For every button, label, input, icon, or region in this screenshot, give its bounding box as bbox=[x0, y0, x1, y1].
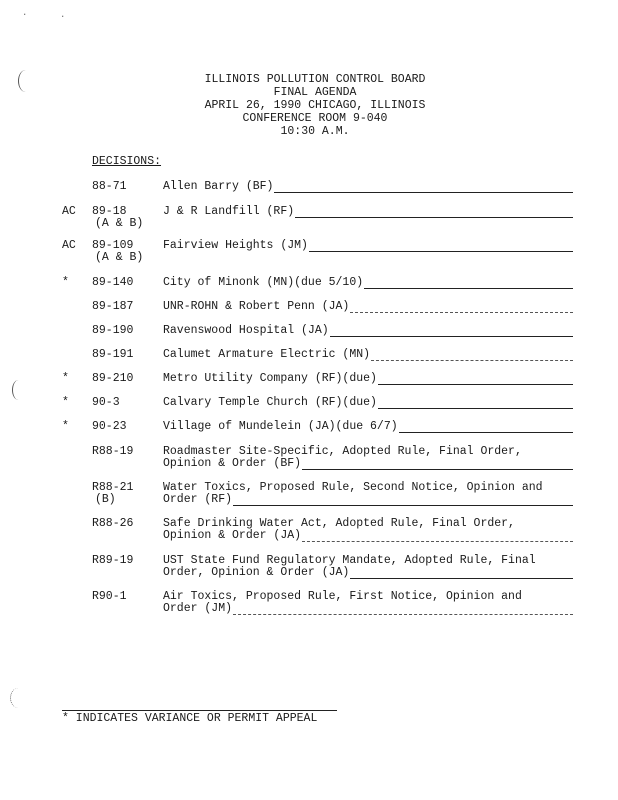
item-text: Metro Utility Company (RF)(due) bbox=[163, 372, 377, 385]
header-time: 10:30 A.M. bbox=[280, 125, 350, 138]
item-number: 89-18 bbox=[92, 205, 127, 218]
item-subnumber: (B) bbox=[95, 493, 116, 506]
item-number: 89-109 bbox=[92, 239, 134, 252]
item-subnumber: (A & B) bbox=[95, 217, 144, 230]
item-number: 90-23 bbox=[92, 420, 127, 433]
header-room: CONFERENCE ROOM 9-040 bbox=[242, 112, 388, 125]
item-number: 90-3 bbox=[92, 396, 120, 409]
item-text-line2: Opinion & Order (BF) bbox=[163, 457, 302, 470]
item-number: R88-26 bbox=[92, 517, 134, 530]
signature-line bbox=[378, 375, 573, 385]
item-text: UST State Fund Regulatory Mandate, Adopted Rule, Final bbox=[163, 554, 536, 567]
item-text: J & R Landfill (RF) bbox=[163, 205, 295, 218]
signature-line bbox=[309, 242, 573, 252]
item-text: Calvary Temple Church (RF)(due) bbox=[163, 396, 377, 409]
signature-line bbox=[350, 569, 573, 579]
item-number: 89-140 bbox=[92, 276, 134, 289]
item-number: 89-191 bbox=[92, 348, 134, 361]
footer-note: * INDICATES VARIANCE OR PERMIT APPEAL bbox=[62, 712, 318, 725]
item-text: Fairview Heights (JM) bbox=[163, 239, 308, 252]
agenda-header bbox=[150, 73, 480, 138]
item-text: Village of Mundelein (JA)(due 6/7) bbox=[163, 420, 398, 433]
item-text: Air Toxics, Proposed Rule, First Notice, Opinion and bbox=[163, 590, 522, 603]
item-mark: * bbox=[62, 396, 69, 409]
item-subnumber: (A & B) bbox=[95, 251, 144, 264]
signature-line bbox=[233, 496, 573, 506]
item-text: Allen Barry (BF) bbox=[163, 180, 274, 193]
item-number: R88-21 bbox=[92, 481, 134, 494]
item-text-line2: Opinion & Order (JA) bbox=[163, 529, 302, 542]
item-text: UNR-ROHN & Robert Penn (JA) bbox=[163, 300, 350, 313]
signature-line bbox=[295, 208, 573, 218]
footer-rule bbox=[62, 710, 337, 711]
signature-line bbox=[330, 327, 573, 337]
signature-line bbox=[378, 399, 573, 409]
item-text: Water Toxics, Proposed Rule, Second Notice, Opinion and bbox=[163, 481, 543, 494]
item-number: 88-71 bbox=[92, 180, 127, 193]
signature-line bbox=[350, 303, 573, 313]
signature-line bbox=[399, 423, 573, 433]
signature-line bbox=[364, 279, 573, 289]
item-number: R88-19 bbox=[92, 445, 134, 458]
item-mark: * bbox=[62, 420, 69, 433]
header-board-name: ILLINOIS POLLUTION CONTROL BOARD bbox=[204, 73, 426, 86]
item-text: Roadmaster Site-Specific, Adopted Rule, Final Order, bbox=[163, 445, 522, 458]
signature-line bbox=[302, 460, 573, 470]
header-agenda-title: FINAL AGENDA bbox=[273, 86, 357, 99]
item-text: City of Minonk (MN)(due 5/10) bbox=[163, 276, 364, 289]
signature-line bbox=[274, 183, 573, 193]
header-date-location: APRIL 26, 1990 CHICAGO, ILLINOIS bbox=[204, 99, 426, 112]
item-mark: * bbox=[62, 372, 69, 385]
signature-line bbox=[302, 532, 573, 542]
item-text-line2: Order, Opinion & Order (JA) bbox=[163, 566, 350, 579]
section-title: DECISIONS: bbox=[92, 155, 162, 168]
item-number: R89-19 bbox=[92, 554, 134, 567]
item-mark: AC bbox=[62, 205, 76, 218]
item-text: Calumet Armature Electric (MN) bbox=[163, 348, 371, 361]
item-text-line2: Order (RF) bbox=[163, 493, 233, 506]
item-text: Safe Drinking Water Act, Adopted Rule, Final Order, bbox=[163, 517, 515, 530]
item-number: 89-210 bbox=[92, 372, 134, 385]
punch-hole-mark bbox=[12, 380, 25, 400]
scan-speck: · bbox=[60, 12, 66, 22]
scan-speck: · bbox=[22, 10, 28, 20]
signature-line bbox=[371, 351, 573, 361]
item-text-line2: Order (JM) bbox=[163, 602, 233, 615]
signature-line bbox=[233, 605, 573, 615]
item-text: Ravenswood Hospital (JA) bbox=[163, 324, 329, 337]
item-mark: * bbox=[62, 276, 69, 289]
punch-hole-mark bbox=[18, 70, 33, 92]
item-number: 89-190 bbox=[92, 324, 134, 337]
item-mark: AC bbox=[62, 239, 76, 252]
punch-hole-mark bbox=[10, 688, 27, 708]
item-number: 89-187 bbox=[92, 300, 134, 313]
item-number: R90-1 bbox=[92, 590, 127, 603]
